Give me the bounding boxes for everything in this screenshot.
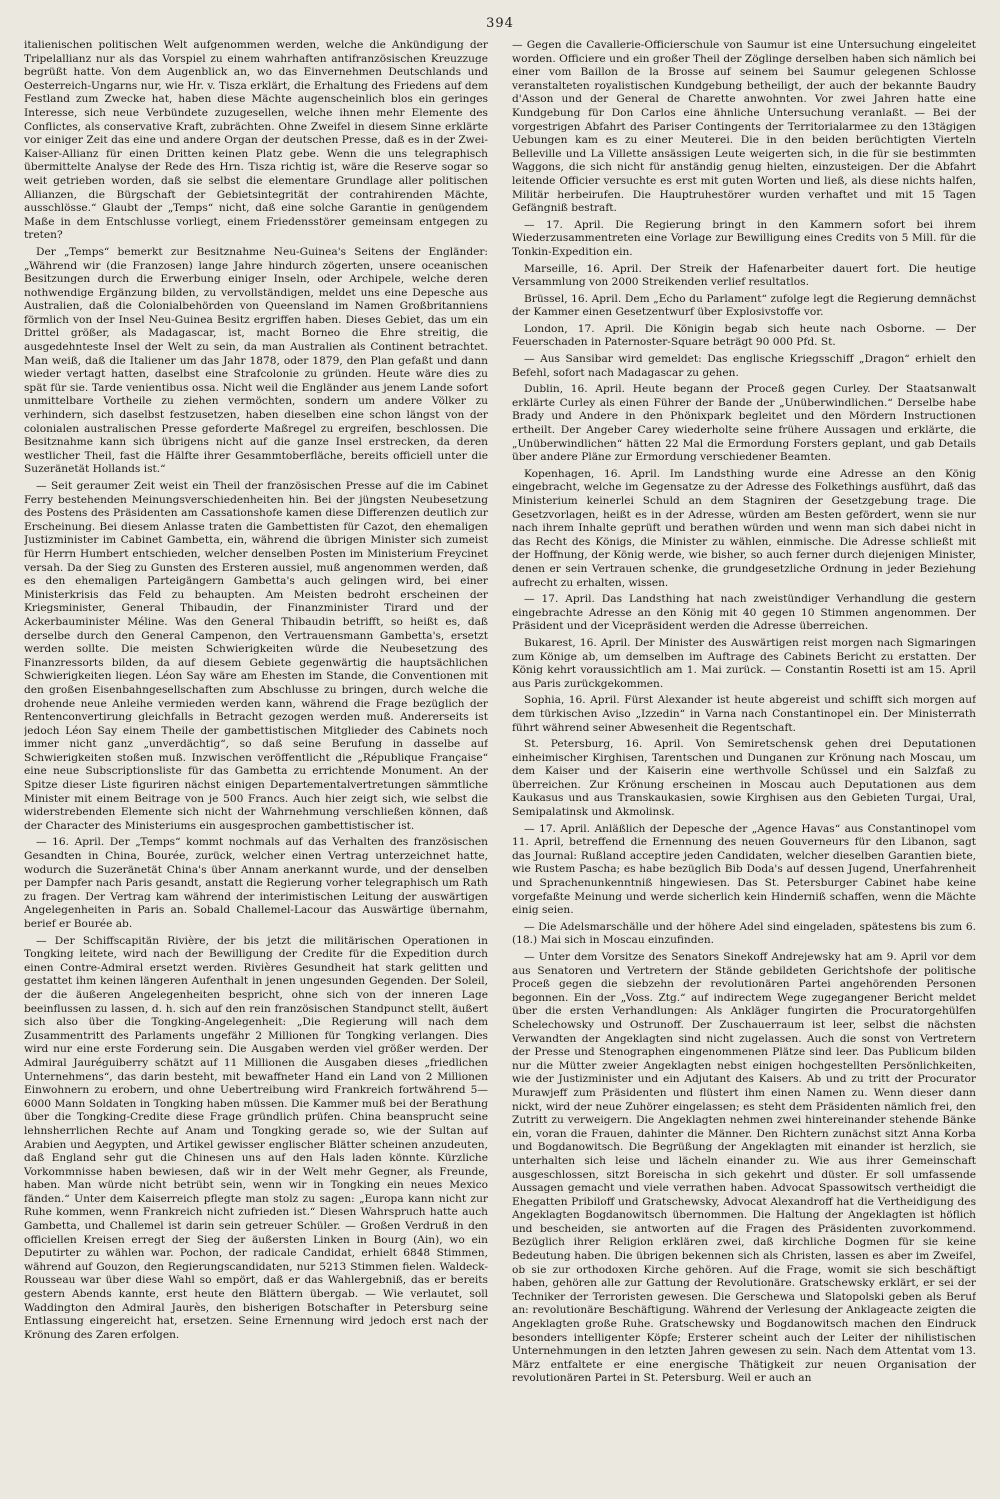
article-paragraph: — Unter dem Vorsitze des Senators Sinekoff Andrejewsky hat am 9. April vor dem aus Senatoren und Vertretern der Stände gebildeten Gerichtshofe der politische Proceß gegen die siebzehn der revolutionären Partei angehörenden Personen begonnen. Ein der „Voss. Ztg.“ auf indirectem Wege zugegangener Bericht meldet über die ersten Verhandlungen: Als Ankläger fungirten die Procuratorgehülfen Schelechowsky und Ostrunoff. Der Zuschauerraum ist leer, selbst die nächsten Verwandten der Angeklagten sind nicht zugelassen. Auch die sonst von Vertretern der Presse und Stenographen eingenommenen Plätze sind leer. Das Publicum bilden nur die Mütter zweier Angeklagten nebst einigen hochgestellten Persönlichkeiten, wie der Justizminister und ein Adjutant des Kaisers. Ab und zu tritt der Procurator Murawjeff zum Präsidenten und flüstert ihm einen Namen zu. Wenn dieser dann nickt, wird der neue Zuhörer eingelassen; es steht dem Präsidenten nämlich frei, den Zutritt zu verweigern. Die Angeklagten nehmen zwei hintereinander stehende Bänke ein, voran die Frauen, dahinter die Männer. Den Richtern zunächst sitzt Anna Korba und Bogdanowitsch. Die Begrüßung der Angeklagten mit einander ist herzlich, sie unterhalten sich leise und lächeln einander zu. Wie aus ihrer Gemeinschaft ausgeschlossen, sitzt Boreischa in sich gekehrt und düster. Er soll umfassende Aussagen gemacht und viele verrathen haben. Advocat Spassowitsch vertheidigt die Ehegatten Pribiloff und Gratschewsky, Advocat Alexandroff hat die Vertheidigung des Angeklagten Bogdanowitsch übernommen. Die Haltung der Angeklagten ist höflich und bescheiden, sie antworten auf die Fragen des Präsidenten zuvorkommend. Bezüglich ihrer Religion erklären zwei, daß kirchliche Dogmen für sie keine Bedeutung haben. Die übrigen bekennen sich als Christen, lassen es aber im Zweifel, ob sie zur orthodoxen Kirche gehören. Auf die Frage, womit sie sich beschäftigt haben, gehören alle zur Gattung der Revolutionäre. Gratschewsky erklärt, er sei der Techniker der Terroristen gewesen. Die Gerschewa und Slatopolski geben als Beruf an: revolutionäre Beschäftigung. Während der Verlesung der Anklageacte zeigten die Angeklagten große Ruhe. Gratschewsky und Bogdanowitsch machen den Eindruck besonders intelligenter Köpfe; Ersterer scheint auch der Leiter der nihilistischen Unternehmungen in den letzten Jahren gewesen zu sein. Nach dem Attentat vom 13. März entfaltete er eine energische Thätigkeit zur neuen Organisation der revolutionären Partei in St. Petersburg. Weil er auch an xyxy=(512,951,976,1385)
text-columns xyxy=(24,39,976,1487)
article-paragraph: — 17. April. Das Landsthing hat nach zweistündiger Verhandlung die gestern eingebrachte Adresse an den König mit 40 gegen 10 Stimmen angenommen. Der Präsident und der Vicepräsident werden die Adresse überreichen. xyxy=(512,593,976,633)
article-paragraph: Marseille, 16. April. Der Streik der Hafenarbeiter dauert fort. Die heutige Versammlung von 2000 Streikenden verlief resultatlos. xyxy=(512,262,976,289)
article-paragraph: — 17. April. Die Regierung bringt in den Kammern sofort bei ihrem Wiederzusammentreten eine Vorlage zur Bewilligung eines Credits von 5 Mill. für die Tonkin-Expedition ein. xyxy=(512,218,976,258)
article-paragraph: — Aus Sansibar wird gemeldet: Das englische Kriegsschiff „Dragon“ erhielt den Befehl, sofort nach Madagascar zu gehen. xyxy=(512,353,976,379)
article-paragraph: — 17. April. Anläßlich der Depesche der „Agence Havas“ aus Constantinopel vom 11. April, betreffend die Ernennung des neuen Gouverneurs für den Libanon, sagt das Journal: Rußland acceptire jeden Candidaten, welcher dieselben Garantien biete, wie Rustem Pascha; es habe bezüglich Bib Doda's auf dessen Jugend, Unerfahrenheit und Sprachenunkenntniß hingewiesen. Das St. Petersburger Cabinet habe keine vorgefaßte Meinung und werde sicherlich kein Hinderniß schaffen, wenn die Mächte einig seien. xyxy=(512,822,976,917)
article-paragraph: — Die Adelsmarschälle und der höhere Adel sind eingeladen, spätestens bis zum 6. (18.) Mai sich in Moscau einzufinden. xyxy=(512,920,976,947)
article-paragraph: Dublin, 16. April. Heute begann der Proceß gegen Curley. Der Staatsanwalt erklärte Curley als einen Führer der Bande der „Unüberwindlichen.“ Derselbe habe Brady und Andere in den Phönixpark begleitet und den Mördern Instructionen ertheilt. Der Angeber Carey wiederholte seine frühere Aussagen und erklärte, die „Unüberwindlichen“ hätten 22 Mal die Ermordung Forsters geplant, und gab Details über andere Pläne zur Ermordung verschiedener Beamten. xyxy=(512,383,976,464)
article-paragraph: Brüssel, 16. April. Dem „Echo du Parlament“ zufolge legt die Regierung demnächst der Kammer einen Gesetzentwurf über Explosivstoffe vor. xyxy=(512,292,976,319)
article-paragraph: — 16. April. Der „Temps“ kommt nochmals auf das Verhalten des französischen Gesandten in China, Bourée, zurück, welcher einen Vertrag unterzeichnet hatte, wodurch die Suzeränetät China's über Annam anerkannt wurde, und der denselben per Dampfer nach Paris gesandt, anstatt die Regierung vorher telegraphisch um Rath zu fragen. Der Vertrag kam während der interimistischen Leitung der auswärtigen Angelegenheiten in Paris an. Sobald Challemel-Lacour das Auswärtige übernahm, berief er Bourée ab. xyxy=(24,836,488,930)
article-paragraph: italienischen politischen Welt aufgenommen werden, welche die Ankündigung der Tripelallianz nur als das Vorspiel zu einem wahrhaften antifranzösischen Kreuzzuge begrüßt hatte. Von dem Augenblick an, wo das Einvernehmen Deutschlands und Oesterreich-Ungarns nur, wie Hr. v. Tisza erklärt, die Erhaltung des Friedens auf dem Festland zum Zwecke hat, haben diese Mächte augenscheinlich blos ein geringes Interesse, sich neue Verbündete zuzugesellen, welche ihnen mehr Elemente des Conflictes, als conservative Kraft, zubrächten. Ohne Zweifel in diesem Sinne erklärte vor einiger Zeit das eine und andere Organ der deutschen Presse, daß es in der Zwei-Kaiser-Allianz für einen Dritten keinen Platz gebe. Wenn die uns telegraphisch übermittelte Analyse der Rede des Hrn. Tisza richtig ist, wäre die Reserve sogar so weit getrieben worden, daß sie selbst die elementare Grundlage aller politischen Allianzen, die Bürgschaft der Gebietsintegrität der contrahirenden Mächte, ausschlösse.“ Glaubt der „Temps“ nicht, daß eine solche Garantie in genügendem Maße in dem Entschlusse vorliegt, einem Friedensstörer gemeinsam entgegen zu treten? xyxy=(24,39,488,242)
article-paragraph: — Gegen die Cavallerie-Officierschule von Saumur ist eine Untersuchung eingeleitet worden. Officiere und ein großer Theil der Zöglinge derselben haben sich nämlich bei einer vom Baillon de la Brosse auf seinem bei Saumur gelegenen Schlosse veranstalteten royalistischen Kundgebung betheiligt, der auch der bekannte Baudry d'Asson und der General de Charette anwohnten. Vor zwei Jahren hatte eine Kundgebung für Don Carlos eine ähnliche Untersuchung veranlaßt. — Bei der vorgestrigen Abfahrt des Pariser Contingents der Territorialarmee zu den 13tägigen Uebungen kam es zu einer Meuterei. Die in den beiden berüchtigten Vierteln Belleville und La Villette ansässigen Leute weigerten sich, in die für sie bestimmten Waggons, die sich nicht für anständig genug hielten, einzusteigen. Der die Abfahrt leitende Officier versuchte es erst mit guten Worten und ließ, als diese nichts halfen, Militär herbeirufen. Die Hauptruhestörer wurden verhaftet und mit 15 Tagen Gefängniß bestraft. xyxy=(512,39,976,215)
right-column xyxy=(512,39,976,1487)
article-paragraph: Kopenhagen, 16. April. Im Landsthing wurde eine Adresse an den König eingebracht, welche im Gegensatze zu der Adresse des Folkethings ausführt, daß das Ministerium keinerlei Schuld an dem Stagniren der Gesetzgebung trage. Die Gesetzvorlagen, heißt es in der Adresse, würden am Besten gefördert, wenn sie nur nach ihrem Inhalte geprüft und berathen würden und wenn man sich dabei nicht in das Recht des Königs, die Minister zu wählen, einmische. Die Adresse schließt mit der Hoffnung, der König werde, wie bisher, so auch ferner durch diejenigen Minister, denen er sein Vertrauen schenke, die grundgesetzliche Ordnung in jeder Beziehung aufrecht zu erhalten, wissen. xyxy=(512,467,976,589)
article-paragraph: Bukarest, 16. April. Der Minister des Auswärtigen reist morgen nach Sigmaringen zum Könige ab, um demselben im Auftrage des Cabinets Bericht zu erstatten. Der König kehrt voraussichtlich am 1. Mai zurück. — Constantin Rosetti ist am 15. April aus Paris zurückgekommen. xyxy=(512,636,976,690)
article-paragraph: St. Petersburg, 16. April. Von Semiretschensk gehen drei Deputationen einheimischer Kirghisen, Tarentschen und Dunganen zur Krönung nach Moscau, um dem Kaiser und der Kaiserin eine werthvolle Schüssel und ein Salzfaß zu überreichen. Zur Krönung erscheinen in Moscau auch Deputationen aus dem Kaukasus und aus Transkaukasien, sowie Kirghisen aus den Gebieten Turgai, Ural, Semipalatinsk und Akmolinsk. xyxy=(512,738,976,819)
article-paragraph: Der „Temps“ bemerkt zur Besitznahme Neu-Guinea's Seitens der Engländer: „Während wir (die Franzosen) lange Jahre hindurch zögerten, unsere oceanischen Besitzungen durch die Erwerbung einiger Inseln, oder Archipele, welche deren nothwendige Ergänzung bilden, zu vervollständigen, meldet uns eine Depesche aus Australien, daß die Colonialbehörden von Queensland im Namen Großbritanniens förmlich von der Insel Neu-Guinea Besitz ergriffen haben. Dieses Gebiet, das um ein Drittel größer, als Madagascar, ist, macht Borneo die Ehre streitig, die ausgedehnteste Insel der Welt zu sein, da man Australien als Continent betrachtet. Man weiß, daß die Italiener um das Jahr 1878, oder 1879, den Plan gefaßt und dann wieder vertagt hatten, daselbst eine Strafcolonie zu gründen. Heute wäre dies zu spät für sie. Tarde venientibus ossa. Nicht weil die Engländer aus jenem Lande sofort unmittelbare Vortheile zu ziehen vermöchten, sondern um andere Völker zu verhindern, sich daselbst festzusetzen, haben dieselben eine schon längst von der colonialen australischen Presse geforderte Maßregel zu ergreifen, beschlossen. Die Besitznahme kann sich übrigens nicht auf die ganze Insel erstrecken, da deren westlicher Theil, fast die Hälfte ihrer Gesammtoberfläche, bereits officiell unter die Suzeränetät Hollands ist.“ xyxy=(24,245,488,476)
article-paragraph: — Der Schiffscapitän Rivière, der bis jetzt die militärischen Operationen in Tongking leitete, wird nach der Bewilligung der Credite für die Expedition durch einen Contre-Admiral ersetzt werden. Rivières Gesundheit hat stark gelitten und gestattet ihm keinen längeren Aufenthalt in jenen ungesunden Gegenden. Der Soleil, der die äußeren Angelegenheiten bespricht, ohne sich von der inneren Lage beeinflussen zu lassen, d. h. sich auf den rein französischen Standpunct stellt, äußert sich also über die Tongking-Angelegenheit: „Die Regierung will nach dem Zusammentritt des Parlaments ungefähr 2 Millionen für Tongking verlangen. Dies wird nur eine erste Forderung sein. Die Ausgaben werden viel größer werden. Der Admiral Jauréguiberry schätzt auf 11 Millionen die Ausgaben dieses „friedlichen Unternehmens“, das darin besteht, mit bewaffneter Hand ein Land von 2 Millionen Einwohnern zu erobern, und ohne Uebertreibung wird Frankreich fortwährend 5—6000 Mann Soldaten in Tongking haben müssen. Die Kammer muß bei der Berathung über die Tongking-Credite diese Frage gründlich prüfen. China beansprucht seine lehnsherrlichen Rechte auf Anam und Tongking gerade so, wie der Sultan auf Arabien und Aegypten, und Artikel gewisser englischer Blätter scheinen anzudeuten, daß England sehr gut die Chinesen uns auf den Hals laden könnte. Kürzliche Vorkommnisse haben bewiesen, daß wir in der Welt mehr Gegner, als Freunde, haben. Man würde nicht betrübt sein, wenn wir in Tongking ein neues Mexico fänden.“ Unter dem Kaiserreich pflegte man stolz zu sagen: „Europa kann nicht zur Ruhe kommen, wenn Frankreich nicht zufrieden ist.“ Diesen Wahrspruch hatte auch Gambetta, und Challemel ist darin sein getreuer Schüler. — Großen Verdruß in den officiellen Kreisen erregt der Sieg der äußersten Linken in Bourg (Ain), wo ein Deputirter zu wählen war. Pochon, der radicale Candidat, erhielt 6848 Stimmen, während auf Gouzon, den Regierungscandidaten, nur 5213 Stimmen fielen. Waldeck-Rousseau war über diese Wahl so empört, daß er das Wahlergebniß, das er bereits gestern Abends kannte, erst heute den Blättern übergab. — Wie verlautet, soll Waddington den Admiral Jaurès, den bisherigen Botschafter in Petersburg seine Entlassung eingereicht hat, ersetzen. Seine Ernennung wird jedoch erst nach der Krönung des Zaren erfolgen. xyxy=(24,934,488,1341)
page-number: 394 xyxy=(486,16,514,31)
article-paragraph: Sophia, 16. April. Fürst Alexander ist heute abgereist und schifft sich morgen auf dem türkischen Aviso „Izzedin“ in Varna nach Constantinopel ein. Der Ministerrath führt während seiner Abwesenheit die Regentschaft. xyxy=(512,694,976,734)
left-column xyxy=(24,39,488,1487)
article-paragraph: — Seit geraumer Zeit weist ein Theil der französischen Presse auf die im Cabinet Ferry bestehenden Meinungsverschiedenheiten hin. Bei der jüngsten Neubesetzung des Postens des Präsidenten am Cassationshofe kamen diese Differenzen deutlich zur Erscheinung. Bei diesem Anlasse traten die Gambettisten für Cazot, den ehemaligen Justizminister im Cabinet Gambetta, ein, während die übrigen Minister sich zumeist für Herrn Humbert entschieden, welcher denselben Posten im Ministerium Freycinet versah. Da der Sieg zu Gunsten des Ersteren aussiel, muß angenommen werden, daß es den ehemaligen Parteigängern Gambetta's auch gelingen wird, bei einer Ministerkrisis das Feld zu behaupten. Am Meisten bedroht erscheinen der Kriegsminister, General Thibaudin, der Finanzminister Tirard und der Ackerbauminister Méline. Was den General Thibaudin betrifft, so heißt es, daß derselbe durch den General Campenon, den Vertrauensmann Gambetta's, ersetzt werden sollte. Die meisten Schwierigkeiten würde die Neubesetzung des Finanzressorts bilden, da auf diesem Gebiete gegenwärtig die hauptsächlichen Schwierigkeiten liegen. Léon Say wäre am Ehesten im Stande, die Conventionen mit den großen Eisenbahngesellschaften zum Abschlusse zu bringen, durch welche die drohende neue Anleihe vermieden werden kann, während die Frage bezüglich der Rentenconvertirung gleichfalls in Betracht gezogen werden muß. Andererseits ist jedoch Léon Say einem Theile der gambettistischen Mitglieder des Cabinets noch immer nicht ganz „unverdächtig“, so daß seine Berufung in dasselbe auf Schwierigkeiten stoßen muß. Inzwischen veröffentlicht die „République Française“ eine neue Subscriptionsliste für das Gambetta zu errichtende Monument. An der Spitze dieser Liste figuriren nächst einigen Departementalvertretungen sämmtliche Minister mit einem Beitrage von je 500 Francs. Auch hier zeigt sich, wie selbst die widerstrebenden Elemente sich nicht der Wahrnehmung verschließen können, daß der Character des Ministeriums ein ausgesprochen gambettistischer ist. xyxy=(24,480,488,832)
article-paragraph: London, 17. April. Die Königin begab sich heute nach Osborne. — Der Feuerschaden in Paternoster-Square beträgt 90 000 Pfd. St. xyxy=(512,322,976,349)
